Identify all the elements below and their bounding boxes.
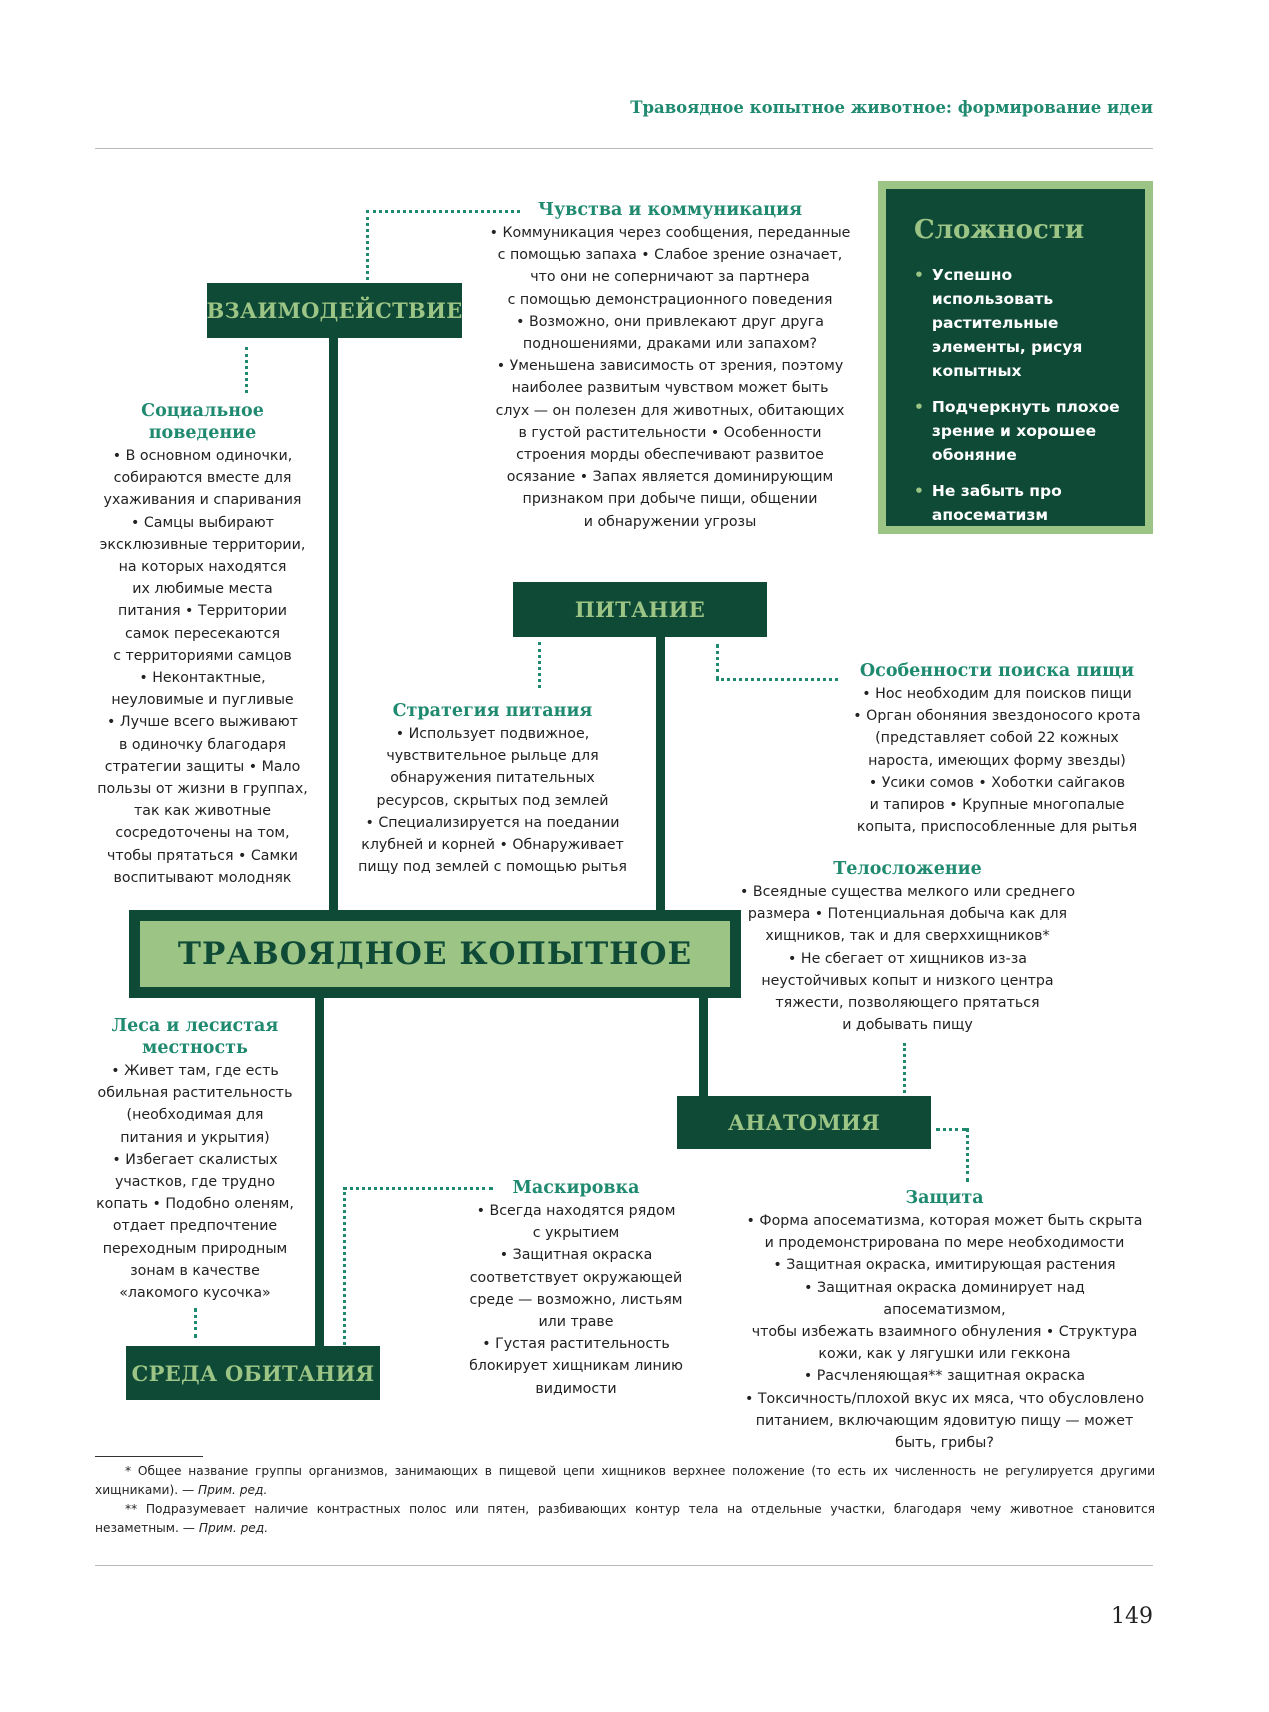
text-line: копытных [931,362,1022,380]
text-line: • Всегда находятся рядом [476,1203,676,1219]
category-anatomy: АНАТОМИЯ [677,1096,931,1149]
text-line: • В основном одиночки, [112,448,293,464]
text-line: растительные [931,314,1059,332]
text-line: с укрытием [532,1225,620,1242]
category-nutrition: ПИТАНИЕ [513,582,767,637]
panel-item [914,263,1125,383]
bullet-icon: • [914,482,924,500]
text-line: «лакомого кусочка» [119,1285,271,1302]
text-line: питания и укрытия) [120,1129,270,1146]
text-line: Подчеркнуть плохое [931,398,1120,416]
dotted-connector [903,1043,906,1093]
dotted-connector [538,642,541,688]
text-line: Социальное [141,401,264,421]
text-line: видимости [535,1380,617,1397]
text-line: • Живет там, где есть [111,1063,279,1079]
text-line: так как животные [134,803,271,820]
footnote-2 [95,1500,1155,1538]
trunk-nutrition [656,636,665,912]
text-line: что они не соперничают за партнера [530,269,810,286]
text-line: быть, грибы? [895,1435,994,1452]
bullet-icon: • [914,398,924,416]
dotted-connector [343,1187,346,1345]
text-line: • Не сбегает от хищников из-за [788,950,1027,967]
text-line: и тапиров • Крупные многопалые [869,797,1125,814]
block-body [355,723,630,878]
text-line: обильная растительность [97,1085,293,1102]
text-line: • Неконтактные, [139,670,266,687]
panel-item [914,479,1125,527]
block-title: Маскировка [512,1178,640,1198]
text-line: чувствительное рыльце для [386,748,599,765]
block-title [95,400,310,444]
text-line: поведение [148,423,257,443]
trunk-anatomy [699,996,708,1101]
block-title: Стратегия питания [392,701,593,721]
block-title: Особенности поиска пищи [859,661,1135,681]
block-social [95,400,310,889]
footnote-note: Прим. ред. [198,1483,268,1497]
text-line: в одиночку благодаря [118,736,287,753]
bullet-icon: • [914,266,924,284]
text-line: копать • Подобно оленям, [96,1196,294,1213]
text-line: и продемонстрирована по мере необходимости [764,1235,1125,1252]
dotted-connector [716,644,719,680]
block-senses [470,199,870,533]
text-line: и добывать пищу [842,1017,973,1034]
text-line: переходным природным [102,1240,288,1257]
text-line: хищников, так и для сверххищников* [765,928,1050,945]
block-body [742,1210,1147,1454]
text-line: отдает предпочтение [112,1218,278,1235]
block-forest [95,1015,295,1304]
difficulties-panel [878,181,1153,534]
footnote-1 [95,1462,1155,1500]
block-strategy [355,700,630,878]
block-body [470,222,870,533]
text-line: • Нос необходим для поисков пищи [862,686,1132,702]
text-line: с территориями самцов [113,647,292,664]
text-line: • Самцы выбирают [131,514,274,531]
block-body [460,1200,692,1400]
text-line: неуловимые и пугливые [111,692,294,709]
text-line: питанием, включающим ядовитую пищу — может [755,1412,1134,1429]
text-line: обнаружения питательных [390,770,595,787]
dotted-connector [245,347,248,393]
trunk-interaction [329,336,338,912]
text-line: • Коммуникация через сообщения, переданные [489,225,851,241]
text-line: размера • Потенциальная добыча как для [747,906,1068,923]
panel-item [914,395,1125,467]
text-line: в густой растительности • Особенности [518,424,822,441]
text-line: Успешно использовать [931,266,1054,308]
footnote-rule [95,1456,203,1457]
block-body [844,683,1150,838]
text-line: апосематизм [931,506,1049,524]
text-line: на которых находятся [118,559,287,576]
text-line: • Использует подвижное, [395,726,590,742]
dotted-connector [966,1128,969,1182]
page-number: 149 [1111,1604,1153,1629]
text-line: и обнаружении угрозы [583,513,757,530]
text-line: блокирует хищникам линию [469,1358,683,1375]
block-defense [742,1187,1147,1454]
text-line: • Токсичность/плохой вкус их мяса, что обусловлено [744,1390,1145,1407]
text-line: слух — он полезен для животных, обитающих [495,402,845,419]
text-line: тяжести, позволяющего прятаться [775,995,1040,1012]
text-line: элементы, рисуя [931,338,1083,356]
text-line: • Уменьшена зависимость от зрения, поэтому [496,358,844,375]
text-line: зрение и хорошее [931,422,1097,440]
dotted-connector [366,210,369,280]
panel-list [914,263,1125,527]
text-line: или траве [538,1314,614,1331]
block-body [95,1060,295,1304]
text-line: кожи, как у лягушки или геккона [818,1346,1071,1363]
text-line: чтобы прятаться • Самки [106,847,298,864]
block-body [735,881,1080,1036]
dotted-connector [936,1128,966,1131]
text-line: ухаживания и спаривания [103,492,302,509]
dotted-connector [716,678,838,681]
text-line: строения морды обеспечивают развитое [516,447,824,464]
text-line: копыта, приспособленные для рытья [856,819,1138,836]
text-line: ресурсов, скрытых под землей [376,792,609,809]
text-line: сосредоточены на том, [115,825,290,842]
panel-item-text [932,479,1062,527]
text-line: • Расчленяющая** защитная окраска [803,1368,1086,1385]
text-line: с помощью демонстрационного поведения [507,291,833,308]
central-node [129,910,741,998]
text-line: Не забыть про [931,482,1062,500]
text-line: зонам в качестве [130,1262,260,1279]
text-line: клубней и корней • Обнаруживает [361,837,624,854]
text-line: воспитывают молодняк [113,869,292,886]
running-header: Травоядное копытное животное: формирование идеи [630,98,1153,117]
text-line: стратегии защиты • Мало [104,758,301,775]
block-camouflage [460,1177,692,1400]
text-line: питания • Территории [118,603,287,620]
text-line: их любимые места [132,581,273,598]
block-title: Телосложение [833,859,982,879]
text-line: • Густая растительность [482,1336,670,1353]
text-line: (необходимая для [126,1107,264,1124]
footnote-text: ** Подразумевает наличие контрастных полос или пятен, разбивающих контур тела на отдельные участки, благодаря чему животное становится незаметным. — [95,1502,1155,1535]
text-line: обоняние [931,446,1017,464]
text-line: нароста, имеющих форму звезды) [868,752,1126,769]
text-line: • Лучше всего выживают [107,714,298,731]
text-line: • Всеядные существа мелкого или среднего [739,884,1075,900]
text-line: осязание • Запах является доминирующим [506,469,834,486]
text-line: самок пересекаются [124,625,281,642]
text-line: • Защитная окраска [499,1247,653,1264]
text-line: с помощью запаха • Слабое зрение означает, [497,247,843,264]
block-title: Чувства и коммуникация [537,200,803,220]
panel-item-text [932,395,1120,467]
footer-rule [95,1565,1153,1566]
footnote-note: Прим. ред. [198,1521,269,1535]
block-foraging [844,660,1150,838]
text-line: участков, где трудно [114,1174,276,1191]
panel-title: Сложности [914,215,1085,245]
text-line: среде — возможно, листьям [469,1291,683,1308]
text-line: • Форма апосематизма, которая может быть скрыта [746,1213,1143,1229]
category-interaction: ВЗАИМОДЕЙСТВИЕ [207,283,462,338]
dotted-connector [194,1308,197,1338]
text-line: собираются вместе для [113,470,292,487]
central-node-label: ТРАВОЯДНОЕ КОПЫТНОЕ [138,919,732,989]
text-line: признаком при добыче пищи, общении [522,491,818,508]
trunk-habitat [315,996,324,1356]
text-line: неустойчивых копыт и низкого центра [761,972,1054,989]
footnote-text: * Общее название группы организмов, занимающих в пищевой цепи хищников верхнее положение (то есть их численность не регулируется другими хищниками). — [95,1464,1155,1497]
text-line: чтобы избежать взаимного обнуления • Структура [751,1324,1138,1341]
text-line: • Возможно, они привлекают друг друга [516,313,824,330]
text-line: эксклюзивные территории, [99,536,306,553]
text-line: пользы от жизни в группах, [97,781,308,798]
block-physique [735,858,1080,1036]
text-line: соответствует окружающей [469,1269,683,1286]
text-line: местность [142,1038,248,1058]
text-line: • Защитная окраска доминирует над апосематизмом, [804,1279,1085,1318]
text-line: подношениями, драками или запахом? [522,336,818,353]
text-line: Леса и лесистая [111,1016,279,1036]
text-line: • Избегает скалистых [112,1151,278,1168]
text-line: (представляет собой 22 кожных [875,730,1119,747]
block-body [95,445,310,889]
text-line: • Усики сомов • Хоботки сайгаков [868,774,1126,791]
block-title: Защита [905,1188,984,1208]
text-line: • Орган обоняния звездоносого крота [853,708,1141,725]
category-habitat: СРЕДА ОБИТАНИЯ [126,1346,380,1400]
header-rule [95,148,1153,149]
text-line: наиболее развитым чувством может быть [511,380,829,397]
text-line: • Защитная окраска, имитирующая растения [773,1257,1116,1274]
text-line: • Специализируется на поедании [365,814,620,831]
panel-item-text [932,263,1125,383]
text-line: пищу под землей с помощью рытья [358,859,627,876]
block-title [95,1015,295,1059]
